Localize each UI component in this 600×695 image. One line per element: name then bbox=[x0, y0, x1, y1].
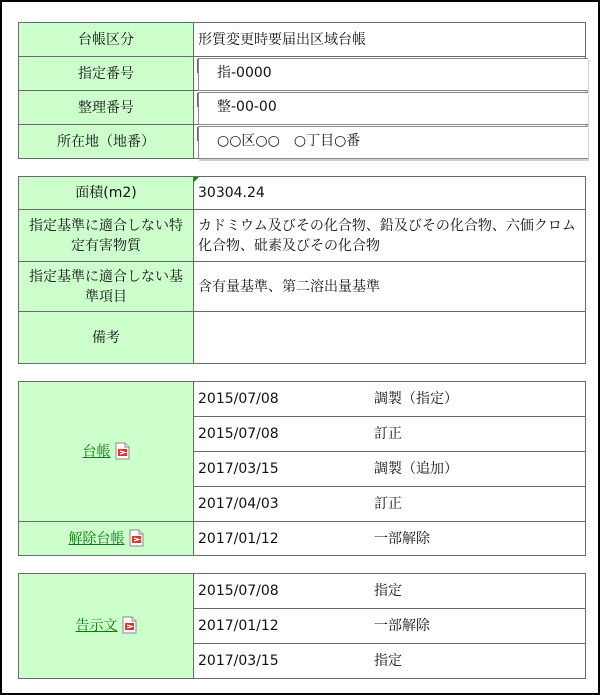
reference-number-label: 整理番号 bbox=[19, 91, 194, 125]
location-value: ○○区○○ ○丁目○番 bbox=[198, 126, 588, 159]
table-row bbox=[19, 23, 586, 57]
notice-entry: 2015/07/08 指定 bbox=[194, 574, 586, 609]
table-row bbox=[19, 262, 586, 312]
pdf-file-icon[interactable] bbox=[115, 442, 130, 460]
ledger-entry: 2015/07/08 調製（指定） bbox=[194, 382, 586, 417]
table-row bbox=[19, 312, 586, 364]
detail-table bbox=[18, 176, 586, 364]
release-ledger-link-cell bbox=[19, 522, 194, 556]
location-cell bbox=[194, 125, 586, 159]
ledger-entry: 2017/04/03 訂正 bbox=[194, 487, 586, 522]
table-row bbox=[19, 91, 586, 125]
hazardous-substances-value: カドミウム及びその化合物、鉛及びその化合物、六価クロム化合物、砒素及びその化合物 bbox=[194, 210, 586, 262]
notice-table bbox=[18, 573, 586, 679]
hazardous-substances-label: 指定基準に適合しない特定有害物質 bbox=[19, 210, 194, 262]
table-row bbox=[19, 125, 586, 159]
notice-link[interactable]: 告示文 bbox=[75, 618, 118, 634]
standard-items-label: 指定基準に適合しない基準項目 bbox=[19, 262, 194, 312]
notice-link-cell bbox=[19, 574, 194, 679]
area-label: 面積(m2) bbox=[19, 177, 194, 210]
pdf-file-icon[interactable] bbox=[129, 529, 144, 547]
standard-items-value: 含有量基準、第二溶出量基準 bbox=[194, 262, 586, 312]
table-row bbox=[19, 177, 586, 210]
table-row bbox=[19, 522, 586, 556]
release-ledger-link[interactable]: 解除台帳 bbox=[68, 530, 125, 547]
ledger-entry: 2017/03/15 調製（追加） bbox=[194, 452, 586, 487]
ledger-link-cell bbox=[19, 382, 194, 522]
notice-entry: 2017/01/12 一部解除 bbox=[194, 609, 586, 644]
reference-number-cell bbox=[194, 91, 586, 125]
table-row bbox=[19, 57, 586, 91]
ledger-entry: 2015/07/08 訂正 bbox=[194, 417, 586, 452]
designation-number-label: 指定番号 bbox=[19, 57, 194, 91]
ledger-type-value: 形質変更時要届出区域台帳 bbox=[194, 23, 586, 57]
remarks-value bbox=[194, 312, 586, 364]
remarks-label: 備考 bbox=[19, 312, 194, 364]
notice-entry: 2017/03/15 指定 bbox=[194, 644, 586, 679]
release-entry: 2017/01/12 一部解除 bbox=[194, 522, 586, 556]
table-row bbox=[19, 210, 586, 262]
location-label: 所在地（地番） bbox=[19, 125, 194, 159]
ledger-history-table bbox=[18, 381, 586, 556]
designation-number-value: 指-0000 bbox=[198, 58, 588, 91]
area-value: 30304.24 bbox=[194, 177, 586, 210]
basic-info-table bbox=[18, 22, 586, 159]
designation-number-cell bbox=[194, 57, 586, 91]
ledger-type-label: 台帳区分 bbox=[19, 23, 194, 57]
ledger-link[interactable]: 台帳 bbox=[82, 443, 111, 460]
pdf-file-icon[interactable] bbox=[122, 616, 137, 634]
table-row bbox=[19, 574, 586, 609]
reference-number-value: 整-00-00 bbox=[198, 92, 588, 125]
table-row bbox=[19, 382, 586, 417]
